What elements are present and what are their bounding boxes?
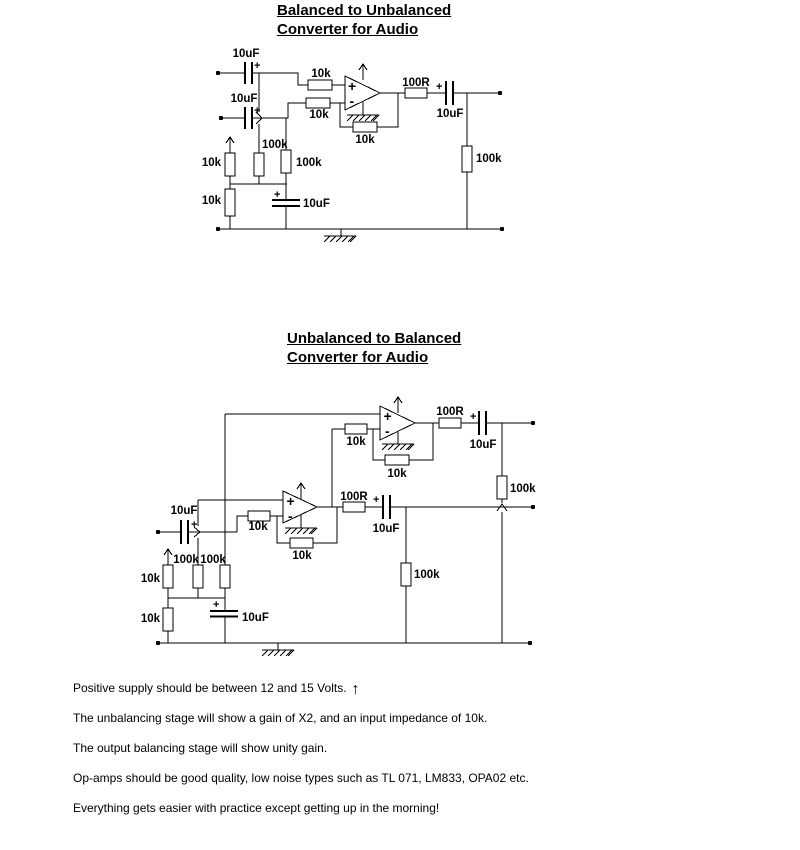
- label-in-cap1: 10uF: [232, 48, 260, 60]
- circuit1-title-line1: Balanced to Unbalanced: [277, 2, 452, 19]
- label-rin-minus: 10k: [309, 109, 329, 121]
- power-arrow-icon: [226, 137, 234, 153]
- power-arrow-icon: [297, 483, 305, 499]
- label-top-rout: 100R: [436, 406, 464, 418]
- label-rbias-upper: 10k: [140, 573, 160, 585]
- label-mid-rload: 100k: [414, 569, 440, 581]
- note-gain: The unbalancing stage will show a gain of X2, and an input impedance of 10k.: [73, 711, 488, 725]
- label-rbias-upper: 10k: [201, 157, 221, 169]
- label-cout: 10uF: [436, 108, 464, 120]
- note-supply-text: Positive supply should be between 12 and 15 Volts.: [73, 681, 347, 695]
- circuit1-diagram: [202, 48, 504, 242]
- opamp-minus-input: -: [349, 93, 355, 109]
- label-rin-plus: 10k: [311, 68, 331, 80]
- note-opamps: Op-amps should be good quality, low noise types such as TL 071, LM833, OPA02 etc.: [73, 771, 529, 785]
- circuit2-diagram: [141, 397, 536, 656]
- resistor-bias-upper: [225, 153, 235, 176]
- label-top-rload: 100k: [510, 483, 536, 495]
- label-in-cap2: 10uF: [230, 93, 258, 105]
- opamp-plus-input: +: [286, 493, 295, 509]
- label-rbias-lower: 10k: [201, 195, 221, 207]
- opamp-minus-input: -: [288, 508, 293, 524]
- circuit2-title-line2: Converter for Audio: [287, 348, 429, 366]
- polarity-plus: +: [191, 519, 198, 531]
- resistor-mid-feedback: [290, 538, 313, 548]
- label-top-cout: 10uF: [469, 439, 497, 451]
- ground-icon: [347, 115, 379, 121]
- label-rload: 100k: [476, 153, 502, 165]
- polarity-plus: +: [470, 411, 477, 423]
- circuit1-title-line2: Converter for Audio: [277, 20, 419, 38]
- resistor-load: [462, 146, 472, 172]
- circuit2-title-line1: Unbalanced to Balanced: [287, 330, 462, 347]
- polarity-plus: +: [254, 60, 261, 72]
- resistor-bias-upper: [163, 565, 173, 588]
- resistor-output: [405, 88, 427, 98]
- label-rfb: 10k: [355, 134, 375, 146]
- polarity-plus: +: [373, 494, 380, 506]
- up-arrow-symbol: ↑: [351, 681, 360, 698]
- label-in-cap: 10uF: [170, 505, 198, 517]
- ground-icon: [285, 528, 317, 534]
- power-arrow-icon: [359, 64, 367, 80]
- label-cbypass: 10uF: [303, 198, 330, 210]
- power-arrow-icon: [394, 397, 402, 413]
- label-rbias-in2: 100k: [200, 554, 226, 566]
- label-rbias-lower: 10k: [140, 613, 160, 625]
- note-supply: [73, 681, 360, 699]
- ground-icon: [324, 236, 356, 242]
- resistor-rin-minus: [306, 98, 330, 108]
- polarity-plus: +: [274, 189, 281, 201]
- polarity-plus: +: [213, 599, 220, 611]
- opamp-plus-input: +: [348, 78, 357, 94]
- label-rout: 100R: [402, 77, 430, 89]
- resistor-bias-lower: [163, 608, 173, 631]
- resistor-bias-lower: [225, 189, 235, 216]
- resistor-mid-rin-minus: [248, 511, 270, 521]
- resistor-feedback: [353, 122, 377, 132]
- label-mid-rin-minus: 10k: [248, 521, 268, 533]
- resistor-top-feedback: [385, 455, 409, 465]
- label-mid-cout: 10uF: [372, 523, 400, 535]
- polarity-plus: +: [436, 81, 443, 93]
- note-joke: Everything gets easier with practice except getting up in the morning!: [73, 801, 440, 815]
- polarity-plus: +: [254, 105, 261, 117]
- resistor-bias-in1: [254, 153, 264, 176]
- label-rbias-in1: 100k: [173, 554, 199, 566]
- ground-icon: [262, 650, 294, 656]
- ground-icon: [382, 444, 414, 450]
- resistor-top-rin-minus: [345, 424, 367, 434]
- opamp-plus-input: +: [383, 408, 392, 424]
- label-top-rfb: 10k: [387, 468, 407, 480]
- resistor-bias-in2: [281, 150, 291, 173]
- label-mid-rfb: 10k: [292, 550, 312, 562]
- resistor-mid-load: [401, 563, 411, 586]
- resistor-top-load: [497, 476, 507, 499]
- label-rbias-in2: 100k: [296, 157, 322, 169]
- resistor-mid-output: [343, 502, 365, 512]
- resistor-top-output: [439, 418, 461, 428]
- label-rbias-in1: 100k: [262, 139, 288, 151]
- label-mid-rout: 100R: [340, 491, 368, 503]
- label-top-rin-minus: 10k: [346, 436, 366, 448]
- note-unity-gain: The output balancing stage will show unity gain.: [73, 741, 328, 755]
- opamp-minus-input: -: [385, 423, 390, 439]
- resistor-bias-in2: [220, 565, 230, 588]
- resistor-bias-in1: [193, 565, 203, 588]
- power-arrow-icon: [164, 549, 172, 565]
- resistor-rin-plus: [308, 80, 332, 90]
- label-cbypass: 10uF: [242, 612, 269, 624]
